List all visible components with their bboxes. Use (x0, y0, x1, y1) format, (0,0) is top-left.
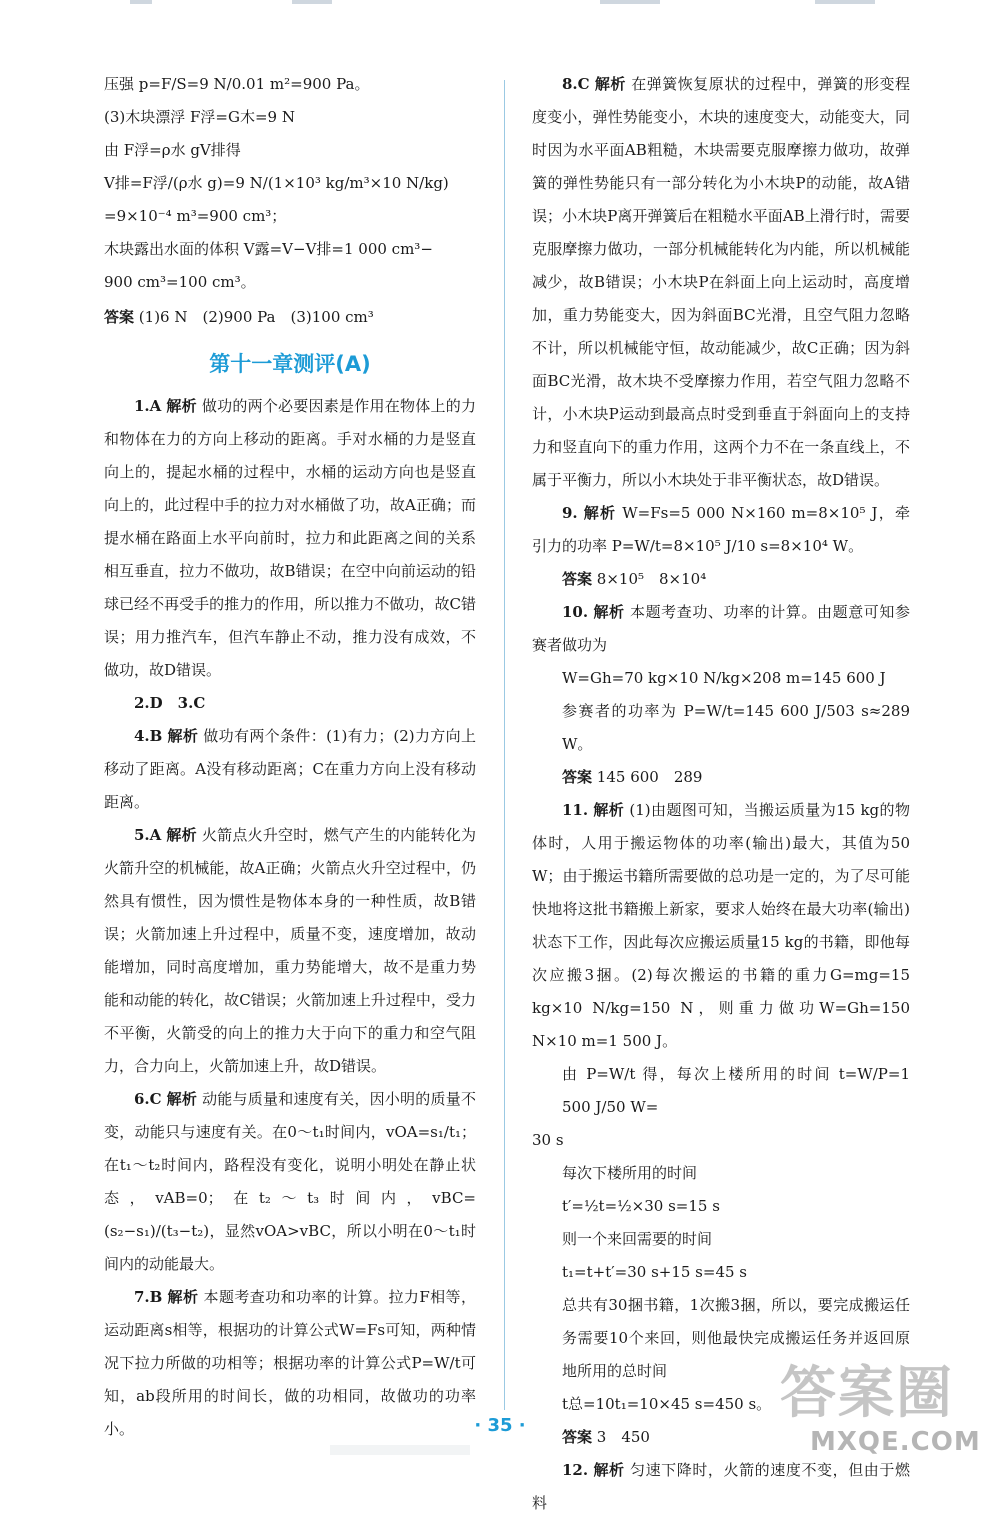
question-11-round-time: t₁=t+t′=30 s+15 s=45 s (562, 1263, 748, 1281)
question-number: 9. (562, 504, 578, 522)
analysis-label: 解析 (167, 1288, 199, 1306)
right-column (532, 68, 910, 1520)
question-10-answer (532, 761, 910, 794)
volume-result-line: =9×10⁻⁴ m³=900 cm³； (104, 207, 287, 225)
analysis-label: 解析 (166, 826, 197, 844)
question-1 (104, 390, 476, 687)
analysis-label: 解析 (593, 801, 625, 819)
chapter-title: 第十一章测评(A) (209, 352, 371, 376)
answer-block (104, 301, 476, 334)
answer-text: (1)6 N (2)900 Pa (3)100 cm³ (138, 308, 374, 326)
exposed-volume-result: 900 cm³=100 cm³。 (104, 273, 256, 291)
analysis-label: 解析 (583, 504, 617, 522)
question-2-3: 2.D 3.C (134, 694, 206, 712)
answer-text: 8×10⁵ 8×10⁴ (596, 570, 707, 588)
page-number: · 35 · (474, 1415, 526, 1436)
analysis-label: 解析 (166, 397, 197, 415)
question-11 (532, 794, 910, 1058)
question-11-down-time: t′=½t=½×30 s=15 s (562, 1197, 720, 1215)
pressure-line: 压强 p=F/S=9 N/0.01 m²=900 Pa。 (104, 75, 370, 93)
analysis-label: 解析 (593, 603, 625, 621)
question-text: 动能与质量和速度有关，因小明的质量不变，动能只与速度有关。在0～t₁时间内，vOA=s₁/t₁；在t₁～t₂时间内，路程没有变化，说明小明处在静止状态，vAB=0；在t₂～t₃时间内，vBC=(s₂−s₁)/(t₃−t₂)，显然vOA>vBC，所以小明在0～t₁时间内的动能最大。 (104, 1090, 476, 1273)
answer-text: 3 450 (596, 1428, 650, 1446)
question-11-round-label: 则一个来回需要的时间 (562, 1230, 713, 1248)
float-line: (3)木块漂浮 F浮=G木=9 N (104, 108, 295, 126)
question-10 (532, 596, 910, 662)
scan-smudge (330, 1445, 470, 1455)
question-5 (104, 819, 476, 1083)
watermark-url: MXQE.COM (810, 1427, 981, 1457)
analysis-label: 解析 (166, 1090, 198, 1108)
question-text: 做功有两个条件：(1)有力；(2)力方向上移动了距离。A没有移动距离；C在重力方向上没有移动距离。 (104, 727, 476, 811)
question-number: 11. (562, 801, 589, 819)
question-number: 8.C (562, 75, 590, 93)
answer-label: 答案 (562, 1428, 593, 1446)
column-divider (504, 80, 505, 1410)
top-scan-marks (0, 0, 1000, 8)
analysis-label: 解析 (593, 1461, 625, 1479)
question-10-power: 参赛者的功率为 P=W/t=145 600 J/503 s≈289 W。 (562, 702, 910, 753)
question-text: 在弹簧恢复原状的过程中，弹簧的形变程度变小，弹性势能变小，木块的速度变大，动能变大，同时因为水平面AB粗糙，木块需要克服摩擦力做功，故弹簧的弹性势能只有一部分转化为小木块P的动能，故A错误；小木块P离开弹簧后在粗糙水平面AB上滑行时，需要克服摩擦力做功，一部分机械能转化为内能，所以机械能减少，故B错误；小木块P在斜面上向上运动时，高度增加，重力势能变大，因为斜面BC光滑，且空气阻力忽略不计，所以机械能守恒，故动能减少，故C正确；因为斜面BC光滑，故木块不受摩擦力作用，若空气阻力忽略不计，小木块P运动到最高点时受到垂直于斜面向上的支持力和竖直向下的重力作用，这两个力不在一条直线上，不属于平衡力，所以小木块处于非平衡状态，故D错误。 (532, 75, 910, 489)
question-4 (104, 720, 476, 819)
exposed-volume-line: 木块露出水面的体积 V露=V−V排=1 000 cm³− (104, 240, 433, 258)
answer-label: 答案 (562, 570, 593, 588)
question-text: W=Fs=5 000 N×160 m=8×10⁵ J，牵引力的功率 P=W/t=8×10⁵ J/10 s=8×10⁴ W。 (532, 504, 910, 555)
watermark-logo (780, 1349, 990, 1459)
question-text: 本题考查功、功率的计算。由题意可知参赛者做功为 (532, 603, 910, 654)
answer-text: 145 600 289 (596, 768, 703, 786)
question-number: 6.C (134, 1090, 162, 1108)
question-number: 12. (562, 1461, 589, 1479)
question-11-time-result: 30 s (532, 1131, 564, 1149)
question-number: 5.A (134, 826, 162, 844)
question-11-down-label: 每次下楼所用的时间 (562, 1164, 698, 1182)
answer-label: 答案 (104, 308, 135, 326)
watermark-logo-text: 答案圈 (780, 1361, 954, 1426)
question-text: 本题考查功和功率的计算。拉力F相等，运动距离s相等，根据功的计算公式W=Fs可知，两种情况下拉力所做的功相等；根据功率的计算公式P=W/t可知，ab段所用的时间长，做的功相同，故做功的功率小。 (104, 1288, 476, 1438)
question-number: 10. (562, 603, 589, 621)
question-text: (1)由题图可知，当搬运质量为15 kg的物体时，人用于搬运物体的功率(输出)最大，其值为50 W；由于搬运书籍所需要做的总功是一定的，为了尽可能快地将这批书籍搬上新家，要求人始终在最大功率(输出)状态下工作，因此每次应搬运质量15 kg的书籍，即他每次应搬3捆。(2)每次搬运的书籍的重力G=mg=15 kg×10 N/kg=150 N，则重力做功W=Gh=150 N×10 m=1 500 J。 (532, 801, 910, 1050)
question-6 (104, 1083, 476, 1281)
question-8 (532, 68, 910, 497)
question-9-answer (532, 563, 910, 596)
question-9 (532, 497, 910, 563)
question-10-work: W=Gh=70 kg×10 N/kg×208 m=145 600 J (562, 669, 886, 687)
left-column (104, 68, 476, 1446)
question-11-time-formula: 由 P=W/t 得，每次上楼所用的时间 t=W/P=1 500 J/50 W= (562, 1065, 910, 1116)
question-text: 火箭点火升空时，燃气产生的内能转化为火箭升空的机械能，故A正确；火箭点火升空过程中，仍然具有惯性，因为惯性是物体本身的一种性质，故B错误；火箭加速上升过程中，质量不变，速度增加，故动能增加，同时高度增加，重力势能增大，故不是重力势能和动能的转化，故C错误；火箭加速上升过程中，受力不平衡，火箭受的向上的推力大于向下的重力和空气阻力，合力向上，火箭加速上升，故D错误。 (104, 826, 476, 1075)
question-12 (532, 1454, 910, 1520)
answer-label: 答案 (562, 768, 593, 786)
question-number: 4.B (134, 727, 163, 745)
question-number: 7.B (134, 1288, 163, 1306)
buoyancy-line: 由 F浮=ρ水 gV排得 (104, 141, 241, 159)
question-text: 做功的两个必要因素是作用在物体上的力和物体在力的方向上移动的距离。手对水桶的力是竖直向上的，提起水桶的过程中，水桶的运动方向也是竖直向上的，此过程中手的拉力对水桶做了功，故A正确；而提水桶在路面上水平向前时，拉力和此距离之间的关系相互垂直，拉力不做功，故B错误；在空中向前运动的铅球已经不再受手的推力的作用，所以推力不做功，故C错误；用力推汽车，但汽车静止不动，推力没有成效，不做功，故D错误。 (104, 397, 476, 679)
analysis-label: 解析 (167, 727, 199, 745)
volume-formula-line: V排=F浮/(ρ水 g)=9 N/(1×10³ kg/m³×10 N/kg) (104, 174, 449, 192)
question-11-total-time: t总=10t₁=10×45 s=450 s。 (562, 1395, 772, 1413)
question-11-total-label: 总共有30捆书籍，1次搬3捆，所以，要完成搬运任务需要10个来回，则他最快完成搬运任务并返回原地所用的总时间 (562, 1296, 910, 1380)
analysis-label: 解析 (594, 75, 626, 93)
question-text: 匀速下降时，火箭的速度不变，但由于燃料 (532, 1461, 910, 1512)
question-number: 1.A (134, 397, 162, 415)
